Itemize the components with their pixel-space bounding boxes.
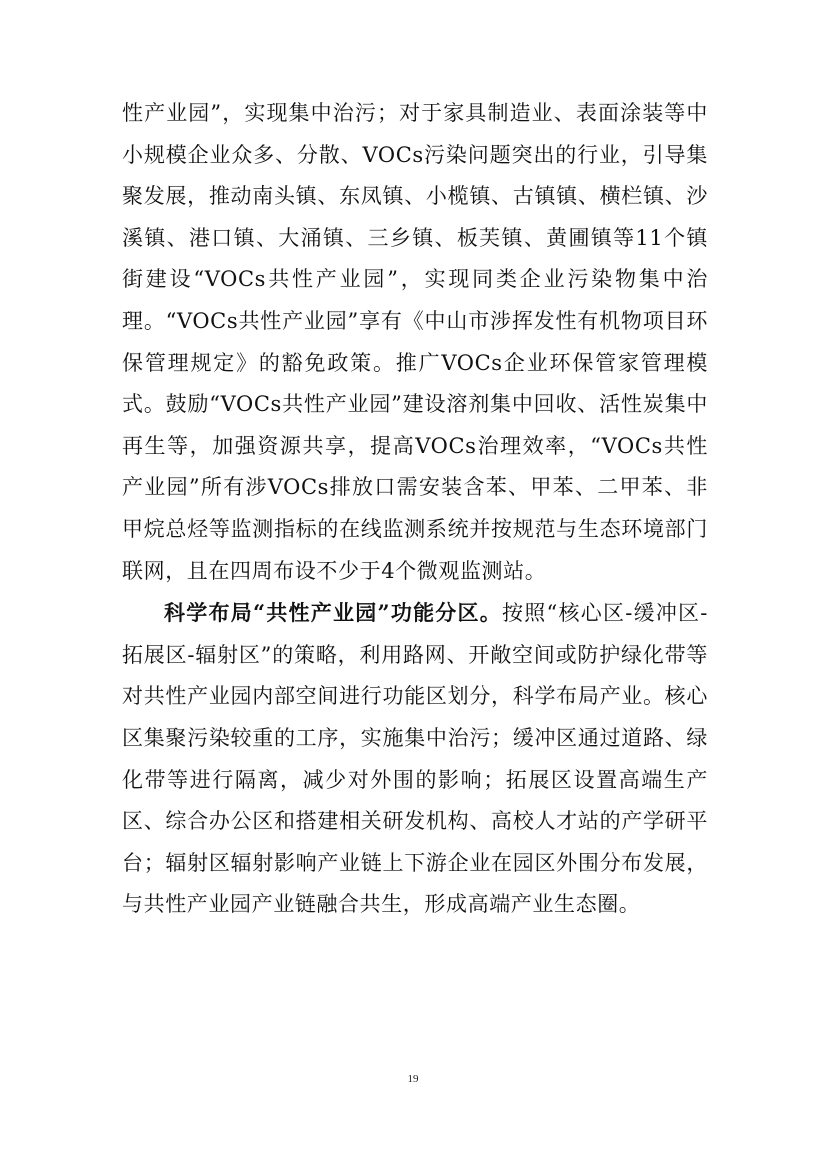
paragraph-functional-zoning — [122, 592, 708, 926]
paragraph-vocs-industrial-park: 性产业园”，实现集中治污；对于家具制造业、表面涂装等中小规模企业众多、分散、VOCs污染问题突出的行业，引导集聚发展，推动南头镇、东凤镇、小榄镇、古镇镇、横栏镇、沙溪镇、港口镇、大涌镇、三乡镇、板芙镇、黄圃镇等11个镇街建设“VOCs共性产业园”，实现同类企业污染物集中治理。“VOCs共性产业园”享有《中山市涉挥发性有机物项目环保管理规定》的豁免政策。推广VOCs企业环保管家管理模式。鼓励“VOCs共性产业园”建设溶剂集中回收、活性炭集中再生等，加强资源共享，提高VOCs治理效率，“VOCs共性产业园”所有涉VOCs排放口需安装含苯、甲苯、二甲苯、非甲烷总烃等监测指标的在线监测系统并按规范与生态环境部门联网，且在四周布设不少于4个微观监测站。 — [122, 101, 708, 583]
page-number: 19 — [407, 1073, 419, 1085]
document-body — [122, 93, 708, 926]
paragraph-body-functional-zoning: 按照“核心区-缓冲区-拓展区-辐射区”的策略，利用路网、开敞空间或防护绿化带等对共性产业园内部空间进行功能区划分，科学布局产业。核心区集聚污染较重的工序，实施集中治污；缓冲区通过道路、绿化带等进行隔离，减少对外围的影响；拓展区设置高端生产区、综合办公区和搭建相关研发机构、高校人才站的产学研平台；辐射区辐射影响产业链上下游企业在园区外围分布发展，与共性产业园产业链融合共生，形成高端产业生态圈。 — [122, 601, 708, 917]
paragraph-heading-functional-zoning: 科学布局“共性产业园”功能分区。 — [164, 600, 503, 626]
